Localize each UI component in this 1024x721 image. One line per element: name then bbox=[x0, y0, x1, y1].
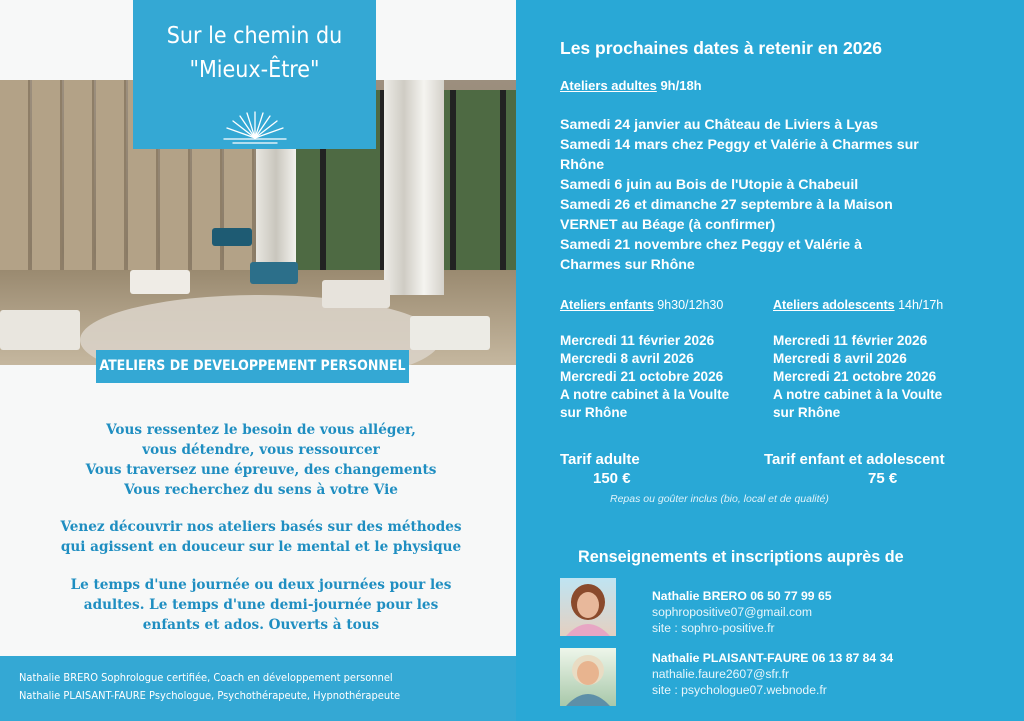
wall-plank bbox=[64, 80, 94, 270]
title-box bbox=[133, 0, 376, 149]
date-line: sur Rhône bbox=[773, 405, 841, 420]
window-frame bbox=[450, 90, 456, 280]
date-line: Charmes sur Rhône bbox=[560, 257, 695, 273]
date-line: Rhône bbox=[560, 157, 605, 173]
intro-paragraph bbox=[20, 420, 502, 500]
adults-label: Ateliers adultes bbox=[560, 78, 657, 93]
sunrise-icon bbox=[221, 108, 289, 146]
text-line: Vous recherchez du sens à votre Vie bbox=[124, 482, 398, 498]
teens-hours: 14h/17h bbox=[894, 298, 944, 312]
children-label: Ateliers enfants bbox=[560, 298, 654, 312]
cushion bbox=[212, 228, 252, 246]
duration-paragraph bbox=[20, 575, 502, 635]
wall-plank bbox=[32, 80, 62, 270]
workshop-banner: ATELIERS DE DEVELOPPEMENT PERSONNEL bbox=[96, 350, 409, 383]
text-line: Le temps d'une journée ou deux journées pour les bbox=[70, 577, 452, 593]
contact-site[interactable]: site : sophro-positive.fr bbox=[652, 621, 775, 635]
date-line: Mercredi 11 février 2026 bbox=[773, 333, 928, 348]
text-line: Vous ressentez le besoin de vous alléger, bbox=[106, 422, 416, 438]
text-line: enfants et ados. Ouverts à tous bbox=[142, 617, 380, 633]
tarif-child-value: 75 € bbox=[868, 470, 898, 487]
cushion bbox=[250, 262, 298, 284]
contact-email[interactable]: nathalie.faure2607@sfr.fr bbox=[652, 667, 790, 681]
date-line: Samedi 21 novembre chez Peggy et Valérie à bbox=[560, 237, 863, 253]
portrait-photo bbox=[560, 648, 616, 706]
meal-note: Repas ou goûter inclus (bio, local et de qualité) bbox=[610, 493, 829, 505]
credential-line: Nathalie PLAISANT-FAURE Psychologue, Psychothérapeute, Hypnothérapeute bbox=[19, 689, 401, 702]
adults-hours: 9h/18h bbox=[656, 78, 702, 93]
curtain bbox=[384, 80, 444, 295]
date-line: A notre cabinet à la Voulte bbox=[560, 387, 730, 402]
date-line: A notre cabinet à la Voulte bbox=[773, 387, 943, 402]
avatar bbox=[560, 578, 616, 636]
date-line: sur Rhône bbox=[560, 405, 628, 420]
date-line: Mercredi 21 octobre 2026 bbox=[560, 369, 724, 384]
teens-heading bbox=[773, 298, 943, 312]
tarif-adult-value: 150 € bbox=[593, 470, 631, 487]
credential-line: Nathalie BRERO Sophrologue certifiée, Coach en développement personnel bbox=[19, 671, 393, 684]
date-line: Mercredi 11 février 2026 bbox=[560, 333, 715, 348]
wall-plank bbox=[0, 80, 30, 270]
cushion bbox=[410, 316, 490, 350]
text-line: Vous traversez une épreuve, des changements bbox=[85, 462, 437, 478]
date-line: Mercredi 8 avril 2026 bbox=[560, 351, 694, 366]
date-line: Mercredi 8 avril 2026 bbox=[773, 351, 907, 366]
cushion bbox=[130, 270, 190, 294]
tarif-adult-label: Tarif adulte bbox=[560, 451, 640, 468]
dates-title: Les prochaines dates à retenir en 2026 bbox=[560, 38, 882, 58]
date-line: Mercredi 21 octobre 2026 bbox=[773, 369, 937, 384]
info-heading: Renseignements et inscriptions auprès de bbox=[578, 548, 904, 566]
date-line: VERNET au Béage (à confirmer) bbox=[560, 217, 776, 233]
text-line: adultes. Le temps d'une demi-journée pour les bbox=[83, 597, 439, 613]
contact-plaisant-faure bbox=[652, 650, 893, 698]
cushion bbox=[0, 310, 80, 350]
right-panel bbox=[516, 0, 1024, 721]
credentials-footer bbox=[0, 656, 516, 721]
text-line: qui agissent en douceur sur le mental et le physique bbox=[60, 539, 462, 555]
cushion bbox=[322, 280, 390, 308]
teens-label: Ateliers adolescents bbox=[773, 298, 895, 312]
children-dates bbox=[560, 332, 765, 422]
children-hours: 9h30/12h30 bbox=[653, 298, 724, 312]
method-paragraph bbox=[20, 517, 502, 557]
adults-dates bbox=[560, 115, 1010, 275]
children-heading bbox=[560, 298, 723, 312]
portrait-photo bbox=[560, 578, 616, 636]
teens-dates bbox=[773, 332, 993, 422]
avatar bbox=[560, 648, 616, 706]
title-line-1: Sur le chemin du bbox=[166, 23, 343, 49]
text-line: vous détendre, vous ressourcer bbox=[142, 442, 380, 458]
tarif-child-label: Tarif enfant et adolescent bbox=[764, 451, 945, 468]
adults-heading bbox=[560, 78, 702, 93]
date-line: Samedi 6 juin au Bois de l'Utopie à Chabeuil bbox=[560, 177, 859, 193]
contact-name: Nathalie PLAISANT-FAURE 06 13 87 84 34 bbox=[652, 651, 894, 665]
window-frame bbox=[500, 90, 506, 280]
date-line: Samedi 24 janvier au Château de Liviers à Lyas bbox=[560, 117, 879, 133]
date-line: Samedi 14 mars chez Peggy et Valérie à Charmes sur bbox=[560, 137, 919, 153]
date-line: Samedi 26 et dimanche 27 septembre à la Maison bbox=[560, 197, 893, 213]
wall-plank bbox=[96, 80, 126, 270]
contact-brero bbox=[652, 588, 832, 636]
title-line-2: "Mieux-Être" bbox=[189, 57, 320, 83]
text-line: Venez découvrir nos ateliers basés sur des méthodes bbox=[60, 519, 462, 535]
contact-name: Nathalie BRERO 06 50 77 99 65 bbox=[652, 589, 832, 603]
contact-site[interactable]: site : psychologue07.webnode.fr bbox=[652, 683, 827, 697]
contact-email[interactable]: sophropositive07@gmail.com bbox=[652, 605, 813, 619]
